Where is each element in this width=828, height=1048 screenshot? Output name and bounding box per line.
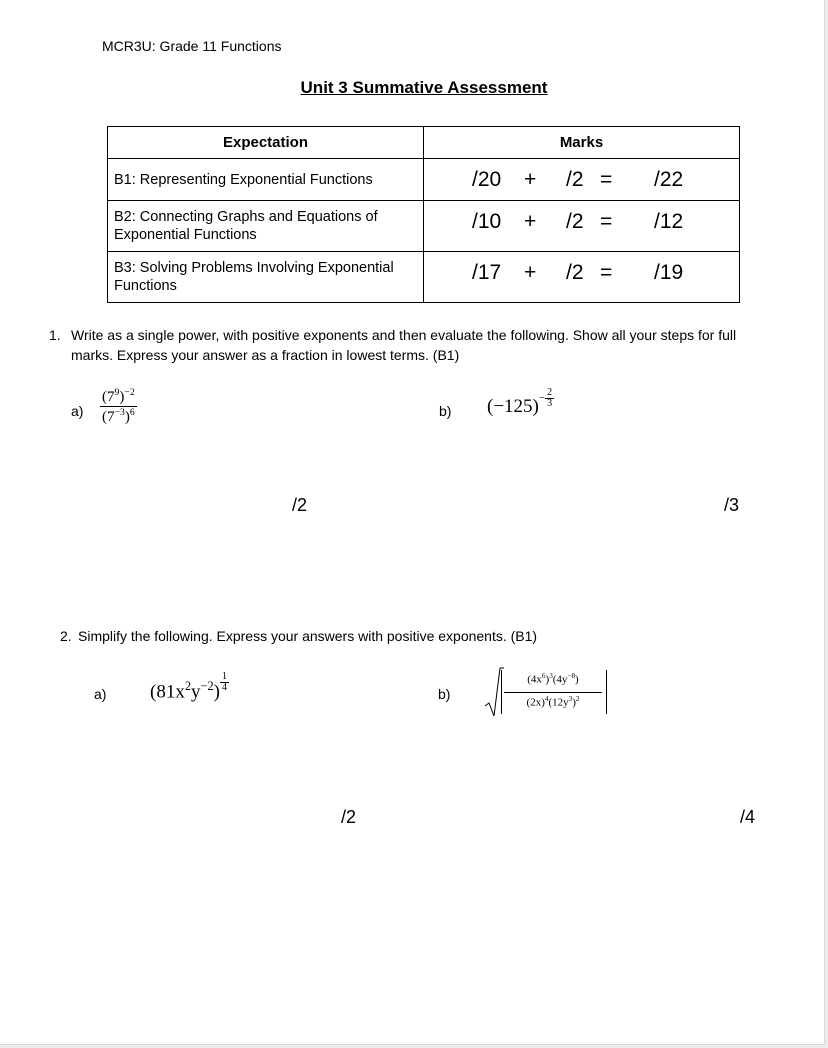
question-2a-label: a) [94, 686, 107, 702]
question-2b-label: b) [438, 686, 451, 702]
mark-total: /12 [654, 210, 684, 233]
table-row [108, 201, 740, 252]
header-expectation: Expectation [108, 127, 424, 159]
header-marks: Marks [424, 127, 740, 159]
question-1b-score: /3 [724, 495, 740, 515]
equals-sign: = [600, 210, 613, 233]
marks-table [107, 126, 740, 303]
table-header-row [108, 127, 740, 159]
question-1a-expression [100, 387, 137, 426]
marks-cell [424, 252, 740, 303]
question-2b-score: /4 [740, 807, 756, 827]
marks-cell [424, 159, 740, 201]
question-1b-expression: $(-125)^{- \frac{2}{3}}$ [487, 386, 553, 417]
mark-part2: /2 [566, 210, 584, 233]
mark-part2: /2 [566, 261, 584, 284]
expectation-cell: B1: Representing Exponential Functions [108, 159, 424, 201]
expectation-cell: B3: Solving Problems Involving Exponential Functions [108, 252, 424, 303]
marks-cell [424, 201, 740, 252]
fraction-denominator: $(2x)^4(12y^3)^2$ [526, 695, 580, 709]
mark-part1: /20 [472, 168, 502, 191]
mark-total: /19 [654, 261, 684, 284]
table-row [108, 252, 740, 303]
plus-sign: + [524, 261, 537, 284]
mark-total: /22 [654, 168, 684, 191]
mark-part1: /17 [472, 261, 502, 284]
table-row [108, 159, 740, 201]
equals-sign: = [600, 168, 613, 191]
fraction-numerator: $(7^9)^{-2}$ [102, 387, 135, 405]
question-1-number: 1. [49, 327, 61, 343]
fraction-numerator: $(4x^6)^3(4y^{-8})$ [527, 672, 579, 686]
question-1-text: Write as a single power, with positive exponents and then evaluate the following. Show all your steps for full marks. Express your answer as a fraction in lowest terms. (B1) [71, 327, 737, 363]
question-2-number: 2. [60, 628, 72, 644]
question-1a-label: a) [71, 403, 84, 419]
plus-sign: + [524, 168, 537, 191]
course-code: MCR3U: Grade 11 Functions [102, 38, 282, 54]
mark-part1: /10 [472, 210, 502, 233]
mark-part2: /2 [566, 168, 584, 191]
question-1b-label: b) [439, 403, 452, 419]
question-2a-expression: $(81x^2y^{-2})$ $\frac{1}{4}$ [150, 671, 227, 703]
equals-sign: = [600, 261, 613, 284]
fraction-bar [504, 692, 602, 693]
fraction-denominator: $(7^{-3})^6$ [102, 407, 135, 425]
question-2-text: Simplify the following. Express your answers with positive exponents. (B1) [78, 628, 538, 644]
page-title: Unit 3 Summative Assessment [300, 78, 548, 97]
question-2a-score: /2 [341, 807, 357, 827]
expectation-cell: B2: Connecting Graphs and Equations of Exponential Functions [108, 201, 424, 252]
plus-sign: + [524, 210, 537, 233]
question-1a-score: /2 [292, 495, 308, 515]
